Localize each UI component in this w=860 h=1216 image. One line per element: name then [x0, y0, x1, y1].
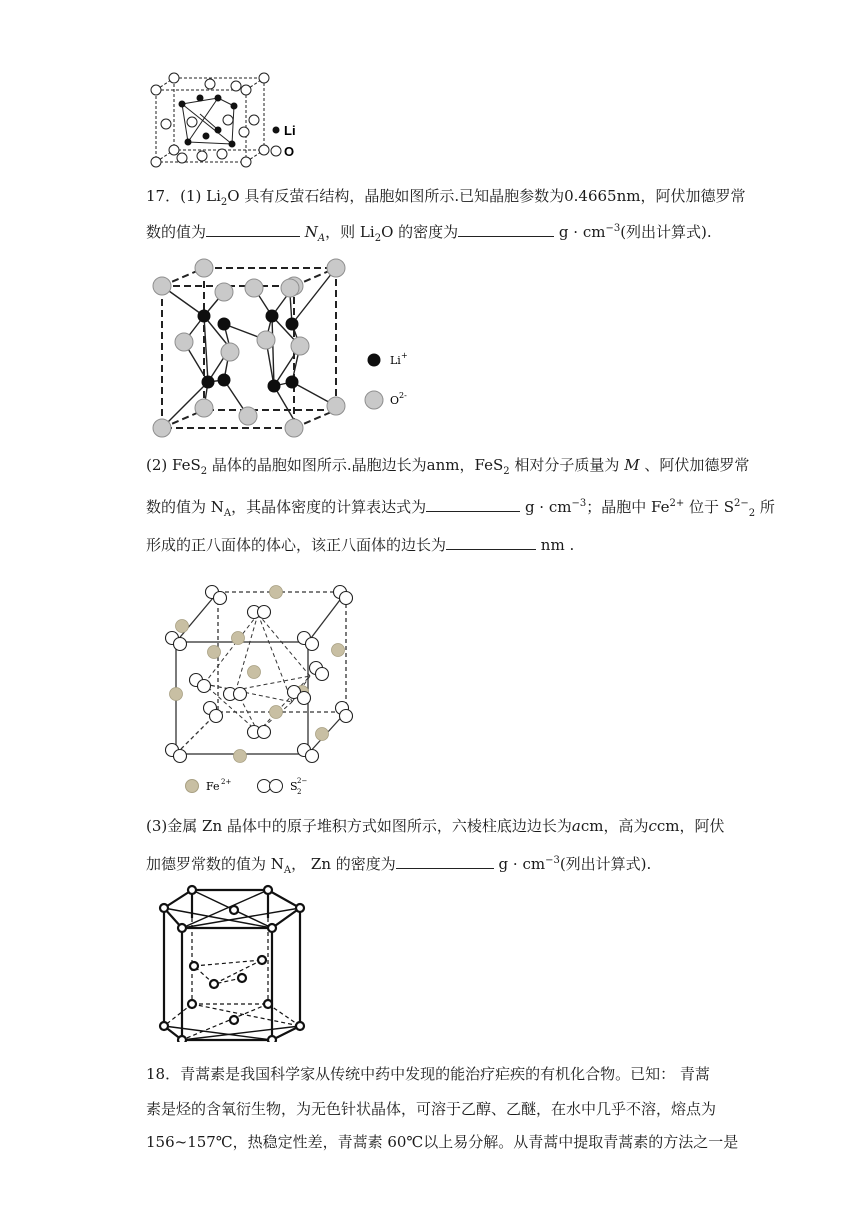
q17-p2-line1: (2) FeS$_2$ 晶体的晶胞如图所示.晶胞边长为anm，FeS$_2$ 相对分子质量为 M 、阿伏加德罗常 [146, 456, 750, 477]
q17-p2-line3: 形成的正八面体的体心，该正八面体的边长为 nm . [146, 536, 575, 554]
answer-blank[interactable] [396, 854, 494, 869]
answer-blank[interactable] [458, 222, 554, 237]
answer-blank[interactable] [446, 535, 536, 550]
q18-line3: 156~157℃，热稳定性差，青蒿素 60℃以上易分解。从青蒿中提取青蒿素的方法之一是 [146, 1133, 739, 1151]
top-crystal-figure [148, 70, 318, 176]
top-legend-li: Li [284, 123, 296, 138]
top-legend-o: O [284, 144, 295, 159]
svg-text:2+: 2+ [221, 778, 232, 786]
svg-text:2−: 2− [297, 777, 308, 785]
q18-line1: 18．青蒿素是我国科学家从传统中药中发现的能治疗疟疾的有机化合物。已知： 青蒿 [146, 1065, 710, 1083]
question-number: 17． [146, 187, 181, 205]
q17-p1-line2: 数的值为 $N_A$，则 $Li_2O$ 的密度为 $g \cdot cm^{-3}$(列出计算式). [146, 223, 712, 244]
q17-p3-line1: (3)金属 Zn 晶体中的原子堆积方式如图所示，六棱柱底边边长为acm，高为ccm，阿伏 [146, 817, 725, 835]
legend-s: S [290, 780, 298, 793]
svg-text:2-: 2- [399, 391, 407, 400]
zn-hcp-figure [156, 880, 316, 1042]
answer-blank[interactable] [206, 222, 300, 237]
li2o-crystal-figure [148, 254, 428, 440]
fes2-crystal-figure [158, 580, 368, 800]
q17-p3-line2: 加德罗常数的值为 $N_A$， Zn 的密度为 $g \cdot cm^{-3}$(列出计算式). [146, 855, 652, 876]
legend-o: O [390, 394, 400, 407]
q18-line2: 素是烃的含氧衍生物，为无色针状晶体，可溶于乙醇、乙醚，在水中几乎不溶，熔点为 [146, 1100, 717, 1118]
svg-text:+: + [401, 351, 408, 360]
answer-blank[interactable] [426, 497, 520, 512]
legend-fe: Fe [206, 780, 220, 793]
q17-p2-line2: 数的值为 $N_A$，其晶体密度的计算表达式为 $g \cdot cm^{-3}$；晶胞中 $Fe^{2+}$ 位于 $S^{2-}_2$ 所 [146, 498, 775, 519]
svg-text:2: 2 [297, 788, 302, 796]
legend-li: Li [390, 354, 401, 367]
q17-p1-line1: 17．(1) $Li_2O$ 具有反萤石结构，晶胞如图所示.已知晶胞参数为0.4665nm，阿伏加德罗常 [146, 187, 746, 208]
